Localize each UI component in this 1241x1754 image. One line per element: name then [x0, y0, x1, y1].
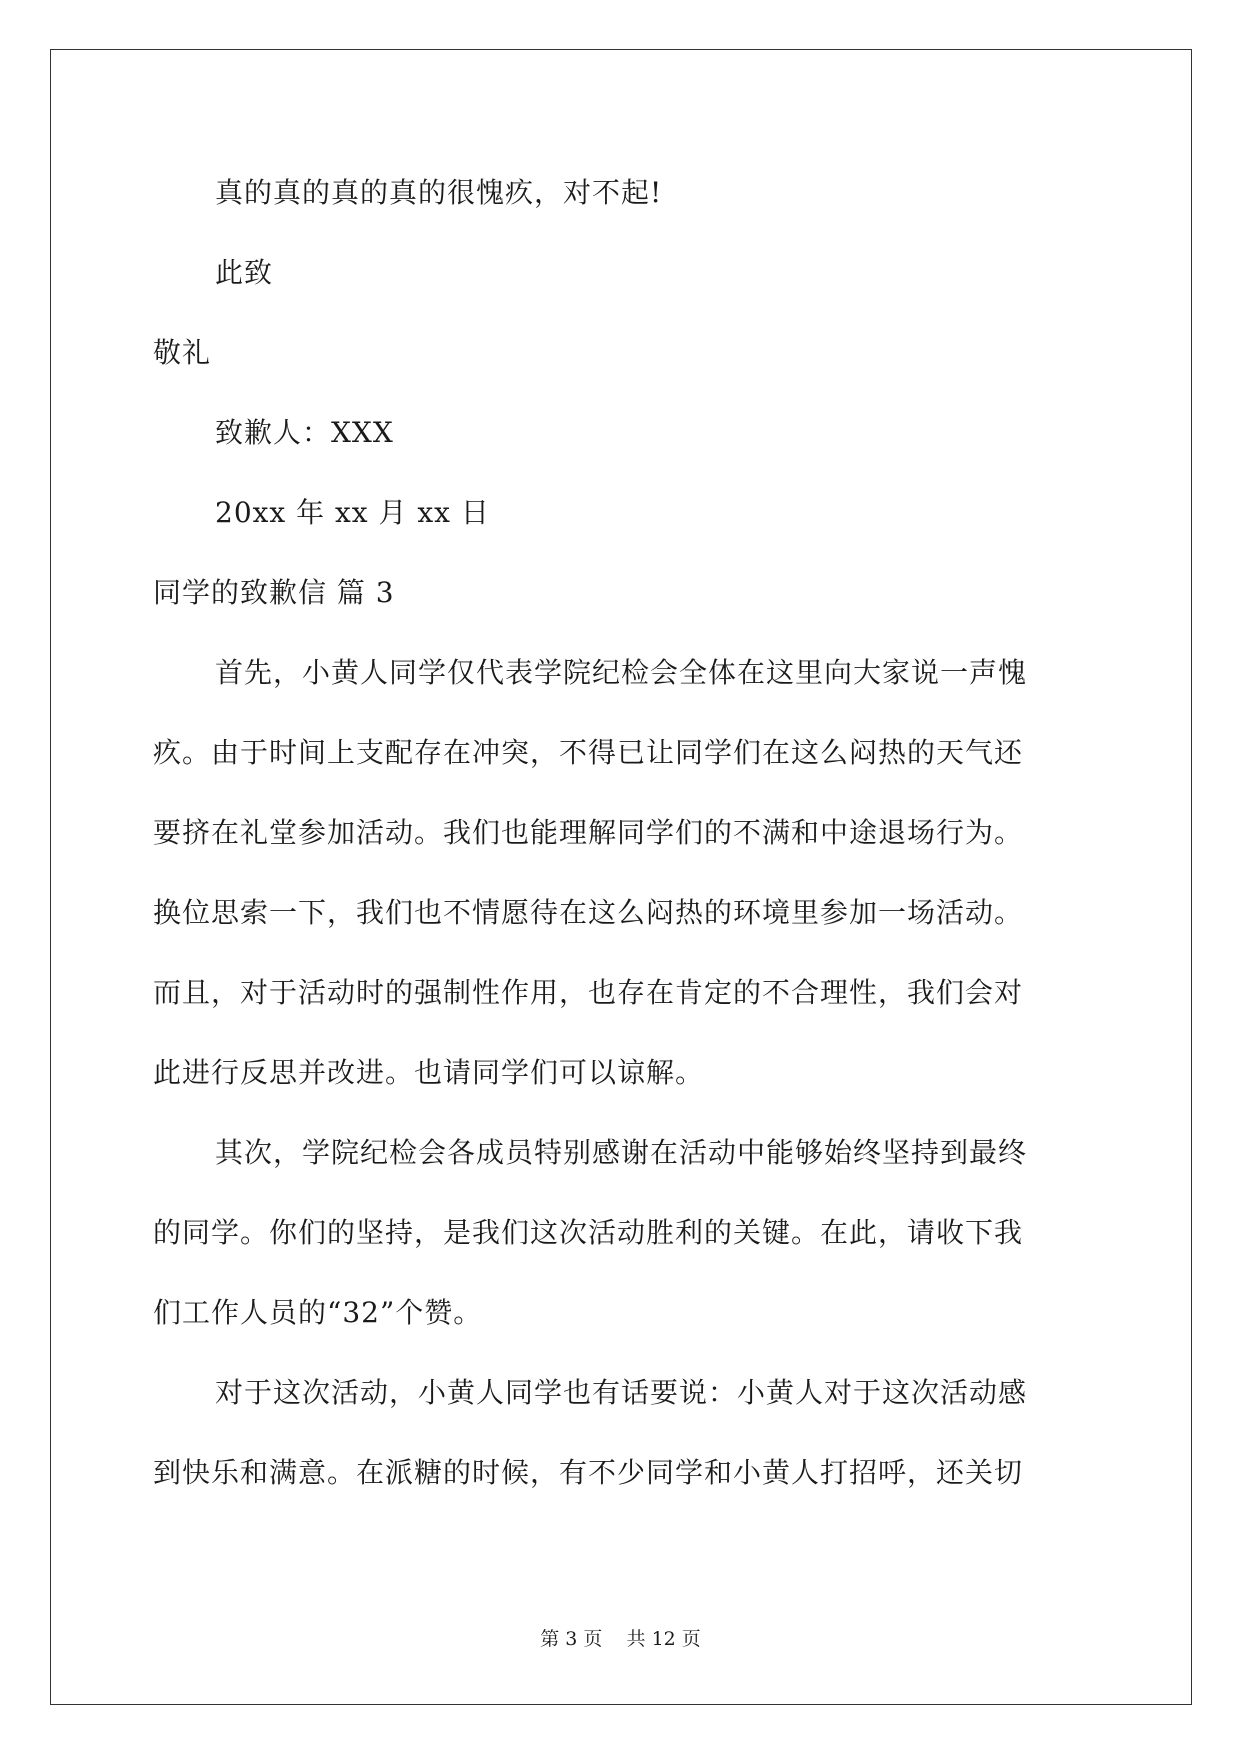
- paragraph-line: 们工作人员的“32”个赞。: [153, 1296, 483, 1329]
- paragraph-line: 其次，学院纪检会各成员特别感谢在活动中能够始终坚持到最终: [215, 1136, 1028, 1169]
- paragraph-line: 对于这次活动，小黄人同学也有话要说：小黄人对于这次活动感: [215, 1376, 1028, 1409]
- paragraph-line: 而且，对于活动时的强制性作用，也存在肯定的不合理性，我们会对: [153, 976, 1024, 1009]
- date-line: 20xx 年 xx 月 xx 日: [215, 496, 490, 529]
- paragraph-line: 此进行反思并改进。也请同学们可以谅解。: [153, 1056, 705, 1089]
- paragraph-line: 换位思索一下，我们也不情愿待在这么闷热的环境里参加一场活动。: [153, 896, 1024, 929]
- paragraph-line: 的同学。你们的坚持，是我们这次活动胜利的关键。在此，请收下我: [153, 1216, 1024, 1249]
- section-heading: 同学的致歉信 篇 3: [153, 576, 395, 609]
- apology-closing-line: 真的真的真的真的很愧疚，对不起!: [215, 176, 663, 209]
- paragraph-line: 疚。由于时间上支配存在冲突，不得已让同学们在这么闷热的天气还: [153, 736, 1024, 769]
- page-number-footer: 第 3 页 共 12 页: [540, 1628, 701, 1650]
- salutation-cizhi: 此致: [215, 256, 274, 289]
- paragraph-line: 要挤在礼堂参加活动。我们也能理解同学们的不满和中途退场行为。: [153, 816, 1024, 849]
- signature-line: 致歉人：XXX: [215, 416, 394, 449]
- paragraph-line: 到快乐和满意。在派糖的时候，有不少同学和小黄人打招呼，还关切: [153, 1456, 1024, 1489]
- paragraph-line: 首先，小黄人同学仅代表学院纪检会全体在这里向大家说一声愧: [215, 656, 1028, 689]
- salutation-jingli: 敬礼: [153, 336, 212, 369]
